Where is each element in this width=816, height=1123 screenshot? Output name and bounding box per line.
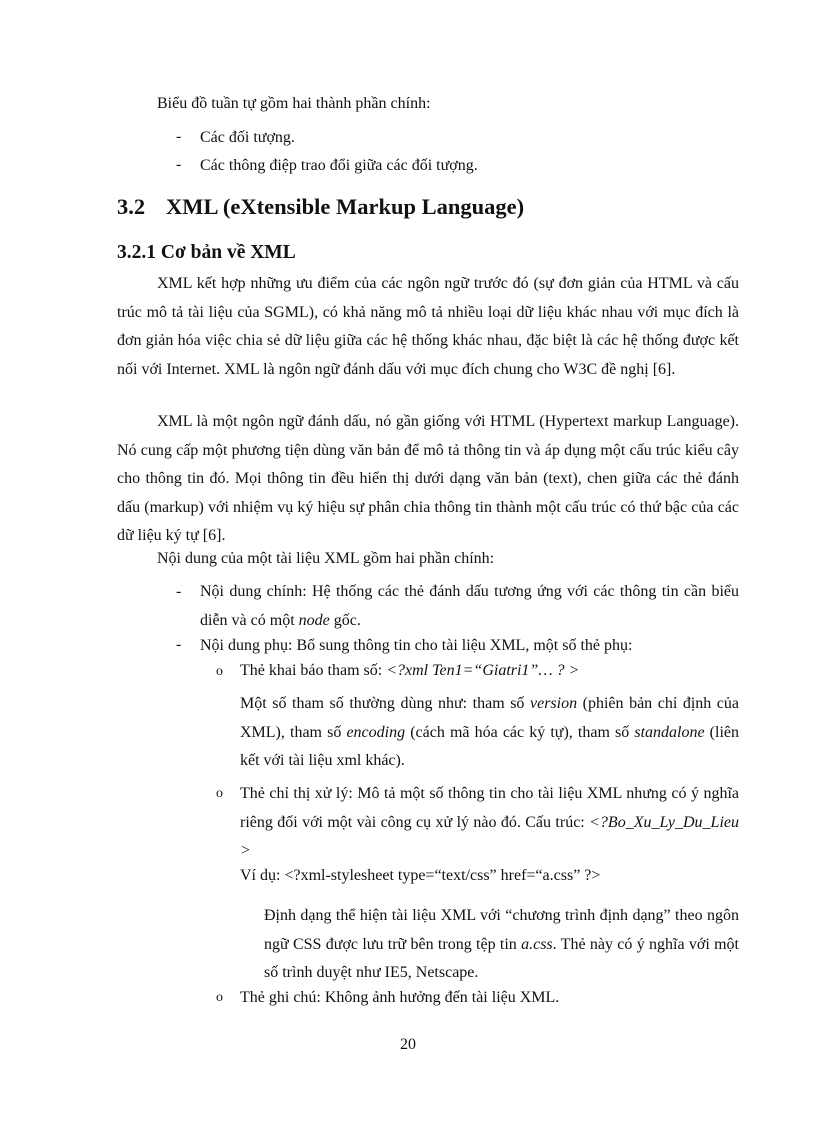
param-tag-item: Thẻ khai báo tham số: <?xml Ten1=“Giatri1”… ? > xyxy=(240,662,580,679)
proc-tag-explanation: Định dạng thể hiện tài liệu XML với “chương trình định dạng” theo ngôn ngữ CSS được lưu trữ bên trong tệp tin a.css. Thẻ này có ý nghĩa với một số trình duyệt như IE5, Netscape. xyxy=(264,907,739,981)
sub-content-item: Nội dung phụ: Bổ sung thông tin cho tài liệu XML, một số thẻ phụ: xyxy=(200,637,633,654)
bullet-circle: o xyxy=(216,786,223,801)
bullet-circle: o xyxy=(216,664,223,679)
section-title: XML (eXtensible Markup Language) xyxy=(166,194,525,219)
section-number: 3.2 xyxy=(117,194,146,219)
subsection-heading: 3.2.1 Cơ bản về XML xyxy=(117,242,296,263)
bullet-circle: o xyxy=(216,990,223,1005)
bullet-dash: - xyxy=(176,156,182,173)
intro-item-2: Các thông điệp trao đổi giữa các đối tượng. xyxy=(200,157,478,174)
paragraph-3: Nội dung của một tài liệu XML gồm hai phần chính: xyxy=(157,550,495,567)
param-tag-description: Một số tham số thường dùng như: tham số version (phiên bản chỉ định của XML), tham số encoding (cách mã hóa các ký tự), tham số standalone (liên kết với tài liệu xml khác). xyxy=(240,695,740,769)
section-heading xyxy=(117,194,524,220)
proc-tag-item: Thẻ chỉ thị xử lý: Mô tả một số thông tin cho tài liệu XML nhưng có ý nghĩa riêng đối với một vài công cụ xử lý nào đó. Cấu trúc: <?Bo_Xu_Ly_Du_Lieu > xyxy=(240,785,739,859)
proc-tag-example: Ví dụ: <?xml-stylesheet type=“text/css” href=“a.css” ?> xyxy=(240,867,601,884)
page-number: 20 xyxy=(400,1036,416,1053)
param-tag-code: <?xml Ten1=“Giatri1”… ? > xyxy=(386,662,580,679)
paragraph-1: XML kết hợp những ưu điểm của các ngôn ngữ trước đó (sự đơn giản của HTML và cấu trúc mô tả tài liệu của SGML), có khả năng mô tả nhiều loại dữ liệu khác nhau với mục đích là đơn giản hóa việc chia sẻ dữ liệu giữa các hệ thống khác nhau, đặc biệt là các hệ thống được kết nối với Internet. XML là ngôn ngữ đánh dấu với mục đích chung cho W3C đề nghị [6]. xyxy=(117,275,739,378)
proc-tag-code: <?Bo_Xu_Ly_Du_Lieu > xyxy=(240,813,739,859)
node-term: node xyxy=(298,611,330,629)
main-content-item: Nội dung chính: Hệ thống các thẻ đánh dấu tương ứng với các thông tin cần biểu diễn và có một node gốc. xyxy=(200,583,739,629)
bullet-dash: - xyxy=(176,128,182,145)
comment-tag-item: Thẻ ghi chú: Không ảnh hưởng đến tài liệu XML. xyxy=(240,989,560,1006)
bullet-dash: - xyxy=(176,583,182,600)
paragraph-2: XML là một ngôn ngữ đánh dấu, nó gần giống với HTML (Hypertext markup Language). Nó cung cấp một phương tiện dùng văn bản để mô tả thông tin và áp dụng một cấu trúc kiểu cây cho thông tin đó. Mọi thông tin đều hiển thị dưới dạng văn bản (text), chen giữa các thẻ đánh dấu (markup) với nhiệm vụ ký hiệu sự phân chia thông tin thành một cấu trúc có thứ bậc của các dữ liệu ký tự [6]. xyxy=(117,413,739,544)
bullet-dash: - xyxy=(176,636,182,653)
intro-item-1: Các đối tượng. xyxy=(200,129,295,146)
intro-text: Biểu đồ tuần tự gồm hai thành phần chính: xyxy=(157,95,431,112)
